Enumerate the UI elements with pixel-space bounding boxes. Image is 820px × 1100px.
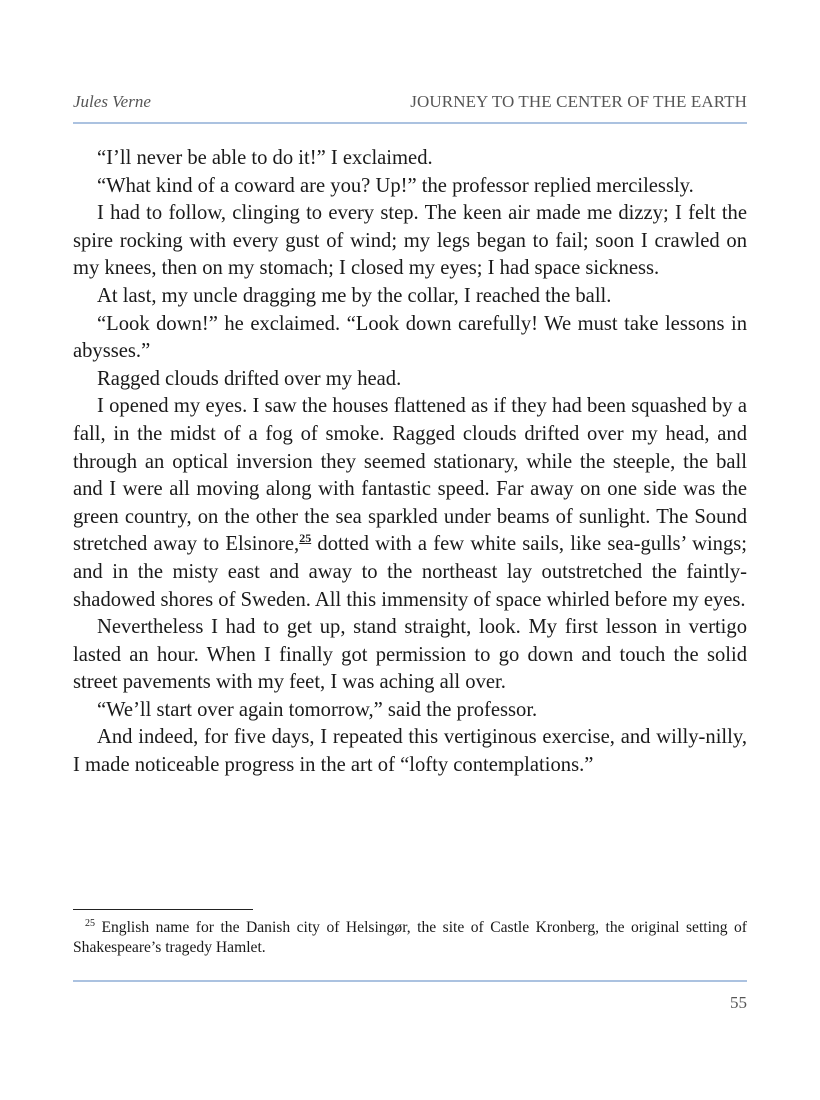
- paragraph: I had to follow, clinging to every step. The keen air made me dizzy; I felt the spire rocking with every gust of wind; my legs began to fail; soon I crawled on my knees, then on my stomach; I closed my eyes; I had space sickness.: [73, 202, 747, 280]
- header-rule: [73, 122, 747, 124]
- footnote-reference-link[interactable]: 25: [299, 531, 312, 546]
- paragraph: And indeed, for five days, I repeated this vertiginous exercise, and willy-nilly, I made noticeable progress in the art of “lofty contemplations.”: [73, 726, 747, 777]
- footer-rule: [73, 980, 747, 982]
- paragraph: “What kind of a coward are you? Up!” the professor replied mercilessly.: [97, 174, 694, 197]
- page-number: 55: [730, 993, 747, 1012]
- paragraph: “Look down!” he exclaimed. “Look down carefully! We must take lessons in abysses.”: [73, 312, 747, 363]
- footnote-number: 25: [85, 917, 95, 929]
- running-head-author: Jules Verne: [73, 92, 151, 111]
- paragraph: Nevertheless I had to get up, stand straight, look. My first lesson in vertigo lasted an hour. When I finally got permission to go down and touch the solid street pavements with my feet, I was aching all over.: [73, 616, 747, 694]
- footnote: [73, 918, 747, 958]
- book-page: [73, 0, 747, 1100]
- paragraph: “I’ll never be able to do it!” I exclaimed.: [97, 147, 433, 169]
- paragraph: At last, my uncle dragging me by the collar, I reached the ball.: [97, 284, 612, 307]
- paragraph: “We’ll start over again tomorrow,” said the professor.: [97, 698, 538, 721]
- footnote-paragraph: [73, 918, 747, 958]
- paragraph: [73, 393, 747, 614]
- paragraph-text: I opened my eyes. I saw the houses flattened as if they had been squashed by a fall, in the midst of a fog of smoke. Ragged clouds drifted over my head, and through an optical inversion they seemed stationary, while the steeple, the ball and I were all moving along with fantastic speed. Far away on one side was the green country, on the other the sea sparkled under beams of sunlight. The Sound stretched away to Elsinore,: [73, 395, 747, 556]
- footnote-text: English name for the Danish city of Helsingør, the site of Castle Kronberg, the original setting of Shakespeare’s tragedy Hamlet.: [73, 919, 747, 956]
- running-head: [73, 92, 747, 116]
- footnote-separator: [73, 909, 253, 910]
- running-head-title: JOURNEY TO THE CENTER OF THE EARTH: [410, 92, 747, 111]
- body-text: [73, 145, 747, 780]
- paragraph-text-continued: dotted with a few white sails, like sea-gulls’ wings; and in the misty east and away to the northeast lay outstretched the faintly-shadowed shores of Sweden. All this immensity of space whirled before my eyes.: [73, 533, 748, 611]
- paragraph: Ragged clouds drifted over my head.: [97, 367, 402, 390]
